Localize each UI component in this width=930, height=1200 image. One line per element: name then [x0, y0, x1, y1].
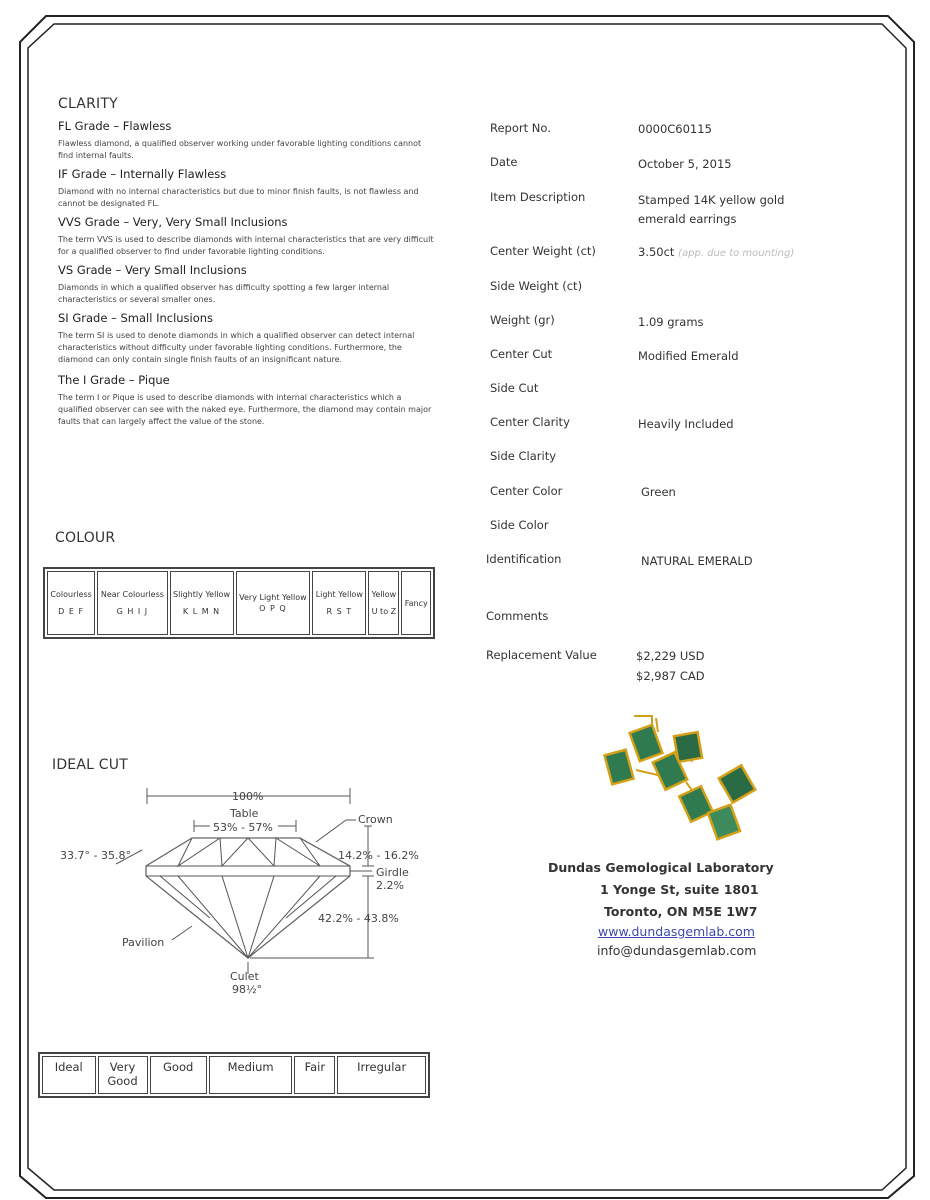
item-description-value: Stamped 14K yellow gold emerald earrings — [638, 193, 785, 226]
grade-fl-title: FL Grade – Flawless — [58, 119, 172, 133]
cut-grade-medium: Medium — [209, 1056, 293, 1094]
colour-cell-near-colourless — [97, 571, 167, 635]
colour-name: Yellow — [371, 590, 397, 599]
colour-letters: K L M N — [182, 607, 221, 616]
colour-cell-colourless — [47, 571, 95, 635]
replacement-cad: $2,987 CAD — [636, 669, 705, 683]
culet-value: 98½° — [232, 983, 263, 996]
center-clarity-label: Center Clarity — [490, 415, 570, 429]
date-label: Date — [490, 155, 518, 169]
cut-grade-scale — [38, 1052, 430, 1098]
center-color-label: Center Color — [490, 484, 563, 498]
item-description-label: Item Description — [490, 190, 586, 204]
colour-scale — [43, 567, 435, 639]
grade-vs-desc: Diamonds in which a qualified observer has difficulty spotting a few larger internal characteristics or several smaller ones. — [58, 283, 390, 304]
report-no-label: Report No. — [490, 121, 551, 135]
lab-address-1: 1 Yonge St, suite 1801 — [600, 882, 759, 897]
colour-name: Light Yellow — [315, 590, 363, 599]
clarity-title: CLARITY — [58, 96, 118, 112]
cut-grade-very-good: Very Good — [98, 1056, 148, 1094]
table-range-label: 53% - 57% — [213, 821, 273, 834]
center-weight-value — [638, 245, 794, 259]
total-width-label: 100% — [232, 790, 264, 803]
weight-gr-label: Weight (gr) — [490, 313, 555, 327]
colour-letters: G H I J — [116, 607, 149, 616]
center-weight-label: Center Weight (ct) — [490, 244, 596, 258]
emerald-earrings-photo — [600, 712, 770, 844]
crown-height-label: 14.2% - 16.2% — [338, 849, 419, 862]
weight-gr-value: 1.09 grams — [638, 315, 704, 329]
center-cut-label: Center Cut — [490, 347, 553, 361]
grade-vs-title: VS Grade – Very Small Inclusions — [58, 263, 247, 277]
lab-email[interactable]: info@dundasgemlab.com — [597, 943, 757, 958]
colour-cell-slightly-yellow — [170, 571, 234, 635]
cut-grade-ideal: Ideal — [42, 1056, 96, 1094]
crown-label: Crown — [358, 813, 393, 826]
colour-name: Fancy — [404, 598, 428, 608]
center-clarity-value: Heavily Included — [638, 417, 734, 431]
grade-vvs-desc: The term VVS is used to describe diamonds with internal characteristics that are very difficult for a qualified observer to find under favorable lighting conditions. — [58, 235, 434, 256]
colour-letters: R S T — [326, 607, 353, 616]
comments-label: Comments — [486, 609, 549, 623]
colour-letters: D E F — [58, 607, 85, 616]
center-cut-value: Modified Emerald — [638, 349, 739, 363]
identification-label: Identification — [486, 552, 562, 566]
pavilion-label: Pavilion — [122, 936, 165, 949]
table-label: Table — [230, 807, 259, 820]
center-color-value: Green — [641, 485, 676, 499]
grade-si-title: SI Grade – Small Inclusions — [58, 311, 214, 325]
grade-if-title: IF Grade – Internally Flawless — [58, 167, 227, 181]
lab-name: Dundas Gemological Laboratory — [548, 860, 774, 875]
replacement-usd: $2,229 USD — [636, 649, 705, 663]
colour-title: COLOUR — [55, 530, 116, 546]
colour-name: Very Light Yellow — [239, 593, 307, 602]
grade-fl-desc: Flawless diamond, a qualified observer working under favorable lighting conditions cannot find internal faults. — [58, 139, 422, 160]
cut-grade-irregular: Irregular — [337, 1056, 426, 1094]
center-weight-number: 3.50ct — [638, 245, 675, 259]
lab-address-2: Toronto, ON M5E 1W7 — [604, 904, 758, 919]
girdle-label: Girdle — [376, 866, 409, 879]
colour-name: Colourless — [50, 590, 92, 599]
colour-cell-light-yellow — [312, 571, 366, 635]
culet-label: Culet — [230, 970, 259, 983]
date-value: October 5, 2015 — [638, 157, 732, 171]
identification-value: NATURAL EMERALD — [641, 554, 753, 568]
colour-letters: O P Q — [259, 604, 287, 613]
grade-i-title: The I Grade – Pique — [58, 373, 170, 387]
diamond-diagram — [50, 780, 430, 1000]
side-weight-label: Side Weight (ct) — [490, 279, 583, 293]
side-color-label: Side Color — [490, 518, 549, 532]
colour-name: Slightly Yellow — [173, 590, 230, 599]
colour-cell-fancy — [401, 571, 431, 635]
grade-i-desc: The term I or Pique is used to describe diamonds with internal characteristics which a qualified observer can see with the naked eye. Furthermore, the diamond may contain major faults that can largely affect the value of the stone. — [58, 393, 432, 426]
side-cut-label: Side Cut — [490, 381, 539, 395]
side-clarity-label: Side Clarity — [490, 449, 557, 463]
cut-grade-good: Good — [150, 1056, 207, 1094]
colour-cell-yellow — [368, 571, 399, 635]
ideal-cut-title: IDEAL CUT — [52, 757, 128, 773]
lab-website-link[interactable]: www.dundasgemlab.com — [598, 924, 755, 939]
center-weight-note: (app. due to mounting) — [678, 248, 795, 259]
report-no-value: 0000C60115 — [638, 122, 712, 136]
replacement-value-label: Replacement Value — [486, 648, 597, 662]
cut-grade-fair: Fair — [294, 1056, 335, 1094]
colour-cell-very-light-yellow — [236, 571, 311, 635]
girdle-value: 2.2% — [376, 879, 404, 892]
pavilion-depth-label: 42.2% - 43.8% — [318, 912, 399, 925]
colour-name: Near Colourless — [100, 590, 164, 599]
grade-si-desc: The term SI is used to denote diamonds in which a qualified observer can detect internal characteristics without difficulty under favorable lighting conditions. Furthermore, the diamond can only contain single finish faults of an insignificant nature. — [58, 331, 415, 364]
crown-angle-label: 33.7° - 35.8° — [60, 849, 131, 862]
grade-if-desc: Diamond with no internal characteristics but due to minor finish faults, is not flawless and cannot be designated FL. — [58, 187, 419, 208]
colour-letters: U to Z — [371, 607, 397, 616]
grade-vvs-title: VVS Grade – Very, Very Small Inclusions — [58, 215, 288, 229]
